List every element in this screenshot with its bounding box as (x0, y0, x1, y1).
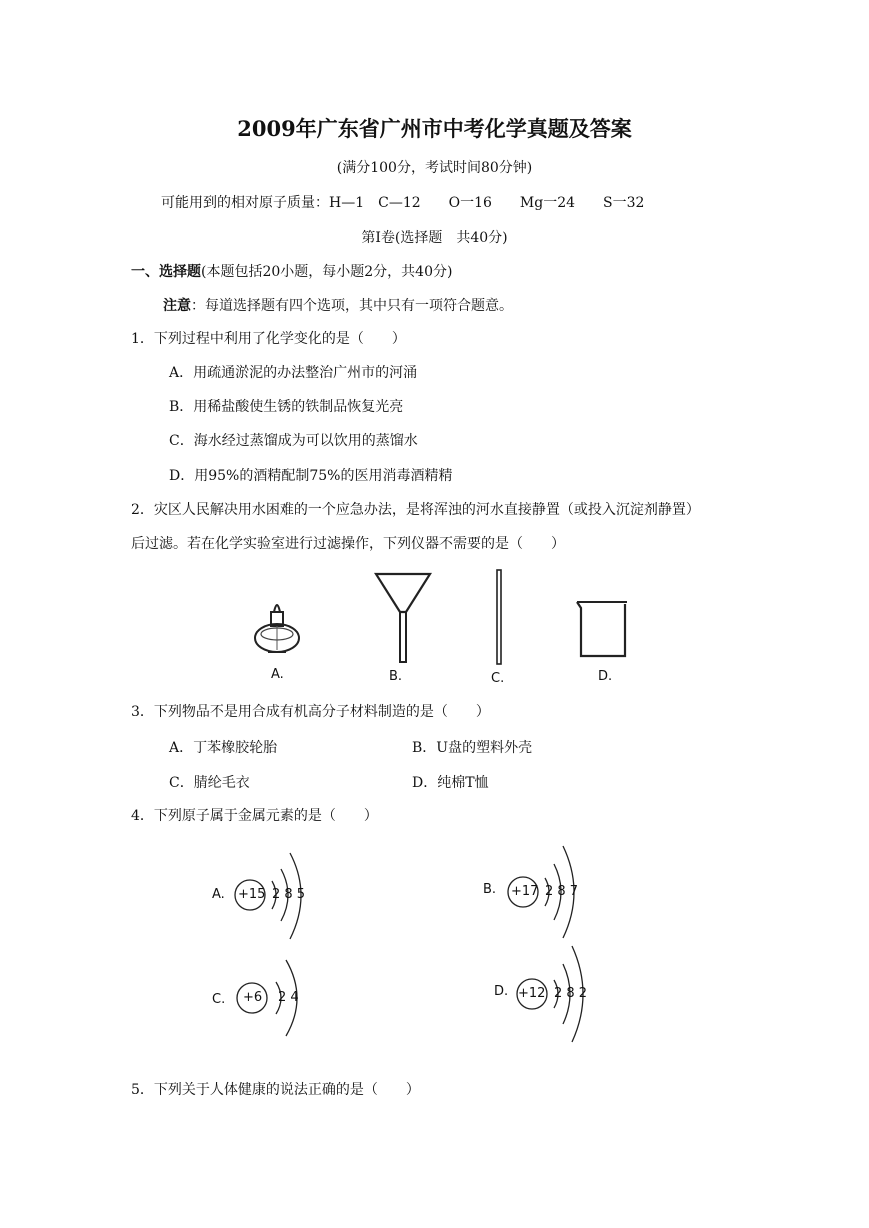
question-1-option-d: D．用95%的酒精配制75%的医用消毒酒精精 (169, 468, 453, 484)
question-3-option-d: D．纯棉T恤 (412, 775, 489, 791)
atom-d-nucleus: +12 (518, 986, 546, 1001)
section-note: (本题包括20小题，每小题2分，共40分) (201, 264, 453, 280)
atom-a-electrons: 2 8 5 (272, 887, 306, 902)
notice-label: 注意 (163, 298, 191, 314)
section-header (131, 262, 452, 282)
question-5-stem: 5．下列关于人体健康的说法正确的是（ ） (131, 1082, 420, 1098)
atom-d-electrons: 2 8 2 (554, 986, 588, 1001)
question-1-option-b: B．用稀盐酸使生锈的铁制品恢复光亮 (169, 399, 404, 415)
question-3-option-b: B．U盘的塑料外壳 (412, 740, 533, 756)
atom-diagram-c (212, 950, 312, 1046)
question-1-option-c: C．海水经过蒸馏成为可以饮用的蒸馏水 (169, 433, 418, 449)
beaker-figure (573, 598, 633, 660)
figure-label-d: D. (598, 669, 613, 684)
figure-label-a: A. (271, 667, 284, 682)
question-1-option-a: A．用疏通淤泥的办法整治广州市的河涌 (169, 365, 418, 381)
atom-b-label: B. (483, 882, 497, 897)
question-2-stem-line-1: 2．灾区人民解决用水困难的一个应急办法，是将浑浊的河水直接静置（或投入沉淀剂静置） (131, 502, 700, 518)
atom-a-nucleus: +15 (238, 887, 266, 902)
funnel-figure (370, 570, 436, 666)
atom-b-nucleus: +17 (511, 884, 539, 899)
atom-c-label: C. (212, 992, 226, 1007)
atomic-masses-line: 可能用到的相对原子质量：H—1 C—12 O一16 Mg一24 S一32 (161, 195, 645, 211)
question-2-stem-line-2: 后过滤。若在化学实验室进行过滤操作，下列仪器不需要的是（ ） (131, 536, 565, 552)
atom-diagram-a (210, 845, 320, 945)
atom-d-label: D. (494, 984, 509, 999)
paper-heading: 第Ⅰ卷(选择题 共40分) (361, 230, 508, 246)
document-title: 2009年广东省广州市中考化学真题及答案 (237, 116, 632, 141)
question-3-stem: 3．下列物品不是用合成有机高分子材料制造的是（ ） (131, 704, 490, 720)
notice-text: ：每道选择题有四个选项，其中只有一项符合题意。 (191, 298, 513, 314)
figure-label-b: B. (389, 669, 403, 684)
section-title: 一、选择题 (131, 264, 201, 280)
question-3-option-c: C．腈纶毛衣 (169, 775, 250, 791)
question-4-stem: 4．下列原子属于金属元素的是（ ） (131, 808, 378, 824)
figure-label-c: C. (491, 671, 505, 686)
atom-c-electrons: 2 4 (278, 990, 299, 1005)
atom-diagram-d (494, 942, 604, 1046)
question-3-option-a: A．丁苯橡胶轮胎 (169, 740, 278, 756)
glass-rod-figure (494, 568, 506, 668)
atom-diagram-b (483, 840, 593, 944)
atom-a-label: A. (212, 887, 225, 902)
question-1-stem: 1．下列过程中利用了化学变化的是（ ） (131, 331, 406, 347)
exam-info: (满分100分，考试时间80分钟) (336, 160, 533, 176)
notice-line (163, 296, 513, 316)
atom-c-nucleus: +6 (243, 990, 263, 1005)
atom-b-electrons: 2 8 7 (545, 884, 579, 899)
alcohol-lamp-figure (244, 590, 314, 660)
